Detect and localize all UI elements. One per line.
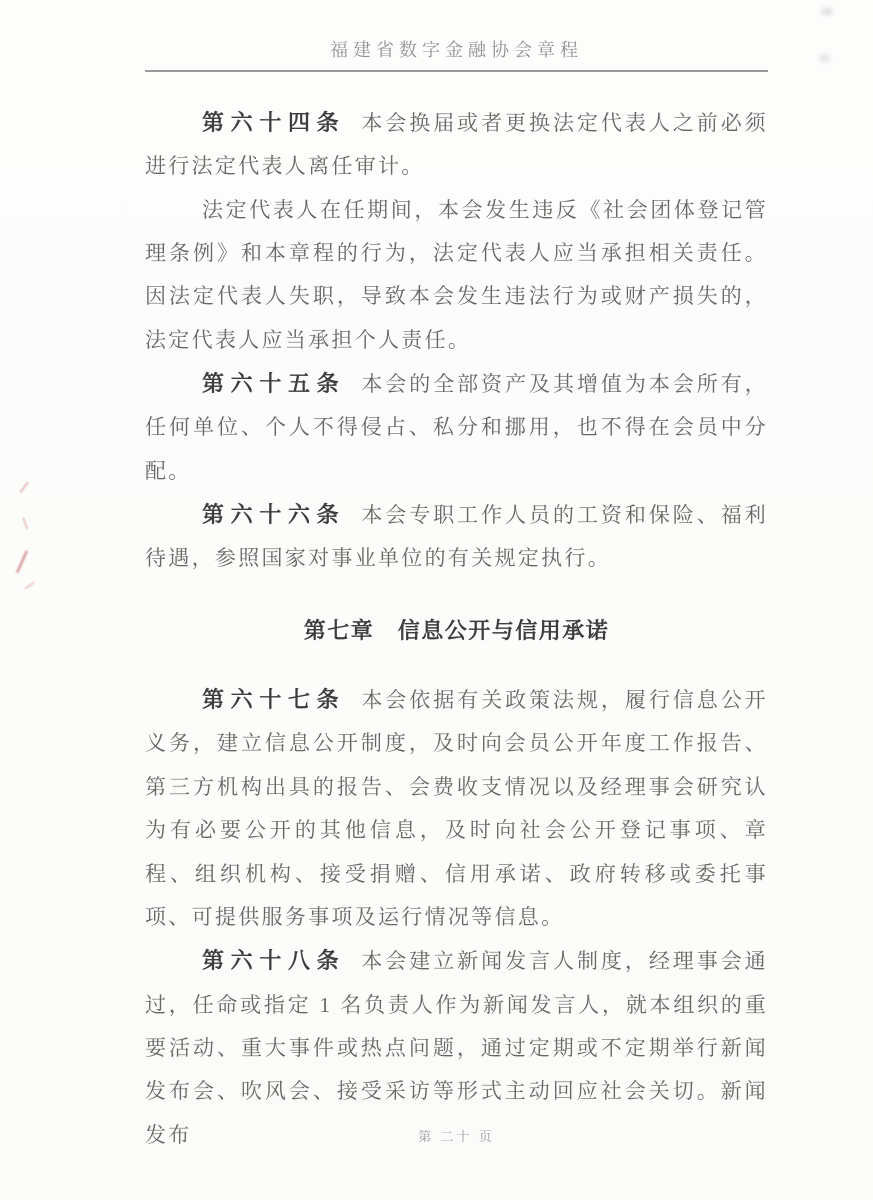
- article-68-paragraph: [145, 939, 768, 1157]
- scan-smudge: [818, 5, 836, 18]
- page-title: 福建省数字金融协会章程: [330, 40, 583, 60]
- red-ink-mark: [16, 550, 39, 578]
- chapter-7-heading: 第七章 信息公开与信用承诺: [303, 617, 610, 643]
- red-ink-mark: [24, 582, 38, 596]
- article-65-number: 第六十五条: [202, 371, 346, 397]
- article-64-paragraph: [145, 101, 768, 189]
- article-67-number: 第六十七条: [202, 687, 346, 713]
- article-64-paragraph-2-text: 法定代表人在任期间，本会发生违反《社会团体登记管理条例》和本章程的行为，法定代表人应当承担相关责任。因法定代表人失职，导致本会发生违法行为或财产损失的，法定代表人应当承担个人责任。: [145, 197, 768, 352]
- article-67-text: 本会依据有关政策法规，履行信息公开义务，建立信息公开制度，及时向会员公开年度工作报告、第三方机构出具的报告、会费收支情况以及经理事会研究认为有必要公开的其他信息，及时向社会公开登记事项、章程、组织机构、接受捐赠、信用承诺、政府转移或委托事项、可提供服务事项及运行情况等信息。: [145, 688, 768, 929]
- article-67-paragraph: [145, 678, 768, 939]
- article-64-paragraph-2: [145, 189, 768, 362]
- article-66-number: 第六十六条: [202, 502, 346, 528]
- article-65-text: 本会的全部资产及其增值为本会所有，任何单位、个人不得侵占、私分和挪用，也不得在会员中分配。: [145, 372, 768, 483]
- red-ink-mark: [19, 482, 36, 500]
- article-68-text: 本会建立新闻发言人制度，经理事会通过，任命或指定 1 名负责人作为新闻发言人，就本组织的重要活动、重大事件或热点问题，通过定期或不定期举行新闻发布会、吹风会、接受采访等形式主动回应社会关切。新闻发布: [145, 949, 768, 1147]
- article-64-number: 第六十四条: [202, 110, 346, 135]
- article-64-text: 本会换届或者更换法定代表人之前必须进行法定代表人离任审计。: [145, 111, 768, 179]
- scan-smudge: [816, 51, 833, 65]
- header-divider: [145, 70, 768, 72]
- article-65-paragraph: [145, 362, 768, 493]
- article-66-text: 本会专职工作人员的工资和保险、福利待遇，参照国家对事业单位的有关规定执行。: [145, 503, 768, 571]
- article-68-number: 第六十八条: [202, 948, 346, 974]
- red-ink-mark: [22, 515, 36, 530]
- document-body: [145, 101, 768, 1157]
- article-66-paragraph: [145, 493, 768, 581]
- page-number: 第 二十 页: [418, 1129, 495, 1144]
